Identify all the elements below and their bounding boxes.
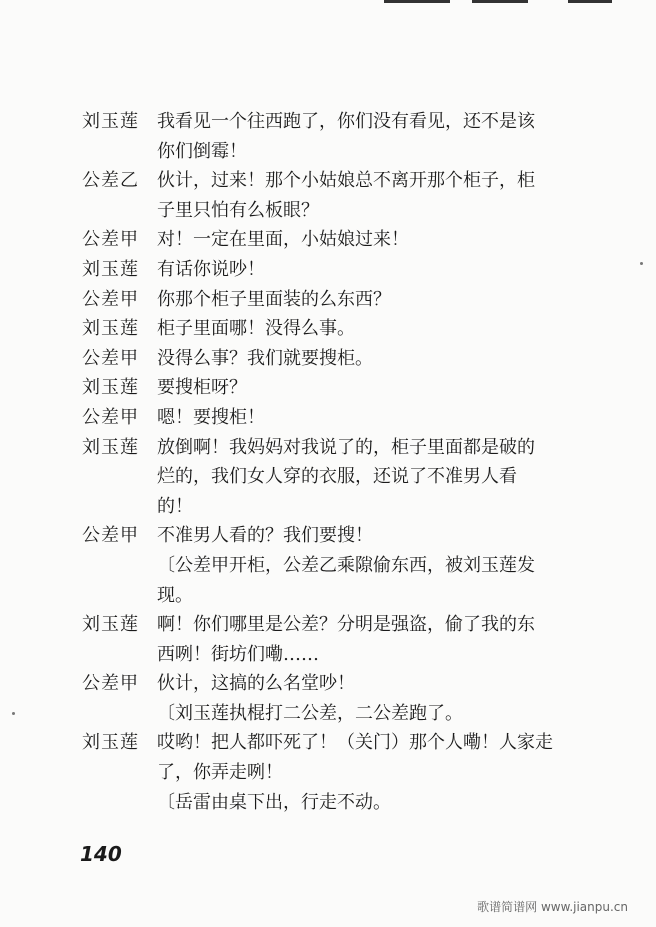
top-rule-1 [384,0,450,3]
speaker-name: 刘玉莲 [82,377,139,399]
dialogue-text: 有话你说吵！ [157,258,265,280]
dialogue-text: 现。 [157,584,193,606]
script-line [82,285,562,315]
dialogue-text: 你们倒霉！ [157,140,247,162]
dialogue-text: 没得么事？我们就要搜柜。 [157,347,373,369]
dialogue-text: 了，你弄走咧！ [157,762,283,784]
dialogue-text: 伙计，这搞的么名堂吵！ [157,673,355,695]
speaker-name: 公差甲 [82,673,139,695]
dialogue-text: 的！ [157,495,193,517]
script-line [82,521,562,551]
script-line [82,225,562,255]
script-line [82,373,562,403]
speaker-name: 刘玉莲 [82,436,139,458]
script-line [82,196,562,226]
speaker-name: 刘玉莲 [82,732,139,754]
script-line [82,640,562,670]
script-line [82,492,562,522]
dialogue-text: 要搜柜呀？ [157,377,247,399]
dialogue-text: 〔公差甲开柜，公差乙乘隙偷东西，被刘玉莲发 [157,554,535,576]
speaker-name: 公差乙 [82,170,139,192]
script-line [82,403,562,433]
script-line [82,669,562,699]
scan-speck [640,262,643,265]
dialogue-text: 不准男人看的？我们要搜！ [157,525,373,547]
speaker-name: 刘玉莲 [82,614,139,636]
speaker-name: 公差甲 [82,229,139,251]
dialogue-text: 西咧！街坊们嘞…… [157,643,319,665]
scan-speck [12,712,15,715]
script-line [82,344,562,374]
script-line [82,166,562,196]
dialogue-text: 你那个柜子里面装的么东西？ [157,288,391,310]
speaker-name: 刘玉莲 [82,258,139,280]
script-body [82,107,562,817]
script-line [82,137,562,167]
script-line [82,728,562,758]
script-line [82,255,562,285]
script-line [82,551,562,581]
script-line [82,758,562,788]
script-line [82,462,562,492]
script-line [82,581,562,611]
script-line [82,610,562,640]
top-rule-2 [472,0,528,3]
top-rule-3 [568,0,612,3]
speaker-name: 公差甲 [82,288,139,310]
speaker-name: 公差甲 [82,525,139,547]
script-line [82,699,562,729]
speaker-name: 刘玉莲 [82,318,139,340]
dialogue-text: 烂的，我们女人穿的衣服，还说了不准男人看 [157,466,517,488]
script-line [82,314,562,344]
dialogue-text: 子里只怕有么板眼？ [157,199,319,221]
dialogue-text: 对！一定在里面，小姑娘过来！ [157,229,409,251]
dialogue-text: 哎哟！把人都吓死了！（关门）那个人嘞！人家走 [157,732,553,754]
dialogue-text: 〔岳雷由桌下出，行走不动。 [157,791,391,813]
dialogue-text: 柜子里面哪！没得么事。 [157,318,355,340]
script-line [82,433,562,463]
dialogue-text: 我看见一个往西跑了，你们没有看见，还不是该 [157,111,535,132]
speaker-name: 公差甲 [82,347,139,369]
dialogue-text: 〔刘玉莲执棍打二公差，二公差跑了。 [157,702,463,724]
script-line [82,788,562,818]
speaker-name: 刘玉莲 [82,111,139,132]
dialogue-text: 嗯！要搜柜！ [157,406,265,428]
dialogue-text: 伙计，过来！那个小姑娘总不离开那个柜子，柜 [157,170,535,192]
script-line [82,107,562,137]
dialogue-text: 放倒啊！我妈妈对我说了的，柜子里面都是破的 [157,436,535,458]
dialogue-text: 啊！你们哪里是公差？分明是强盗，偷了我的东 [157,614,535,636]
speaker-name: 公差甲 [82,406,139,428]
page-number: 140 [80,842,122,866]
watermark: 歌谱简谱网 www.jianpu.cn [477,900,628,914]
